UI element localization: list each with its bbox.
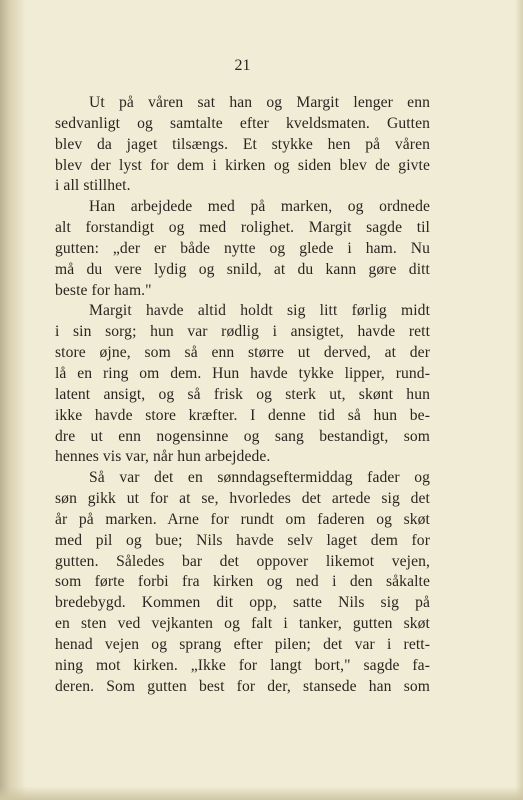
text-line: ikke havde store kræfter. I denne tid så hun be-	[55, 406, 430, 424]
text-line: en sten ved vejkanten og falt i tanker, gutten skøt	[55, 615, 430, 633]
text-line: henad vejen og sprang efter pilen; det var i rett-	[55, 635, 430, 653]
text-line: lå en ring om dem. Hun havde tykke lipper, rund-	[55, 364, 430, 382]
page-number: 21	[234, 57, 251, 74]
text-line: som førte forbi fra kirken og ned i den såkalte	[55, 573, 430, 591]
text-line: blev der lyst for dem i kirken og siden blev de givte	[55, 156, 430, 174]
text-line: Så var det en sønndagseftermiddag fader og	[89, 469, 430, 487]
text-line: deren. Som gutten best for der, stansede han som	[55, 677, 430, 695]
text-line: søn gikk ut for at se, hvorledes det artede sig det	[55, 490, 430, 508]
text-line: bredebygd. Kommen dit opp, satte Nils sig på	[55, 594, 430, 612]
text-line: beste for ham."	[55, 281, 152, 299]
text-line: hennes vis var, når hun arbejdede.	[55, 448, 271, 466]
text-line: latent ansigt, og så frisk og sterk ut, skønt hun	[55, 385, 430, 403]
text-line: i all stillhet.	[55, 177, 131, 195]
text-line: gutten. Således bar det oppover likemot vejen,	[55, 552, 430, 570]
binding-gutter-shadow	[0, 0, 26, 800]
text-line: ning mot kirken. „Ikke for langt bort," sagde fa-	[55, 656, 430, 674]
text-line: må du vere lydig og snild, at du kann gøre ditt	[55, 260, 430, 278]
text-line: Margit havde altid holdt sig litt førlig midt	[89, 302, 430, 320]
page-bottom-edge	[0, 786, 523, 800]
page-right-edge	[515, 0, 523, 800]
text-line: store øjne, som så enn større ut derved, at der	[55, 344, 430, 362]
text-line: sedvanligt og samtalte efter kveldsmaten. Gutten	[55, 114, 430, 132]
text-line: i sin sorg; hun var rødlig i ansigtet, havde rett	[55, 323, 430, 341]
text-line: Ut på våren sat han og Margit lenger enn	[89, 94, 430, 111]
text-line: blev da jaget tilsængs. Et stykke hen på våren	[55, 135, 430, 153]
text-line: gutten: „der er både nytte og glede i ham. Nu	[55, 239, 430, 257]
text-line: dre ut enn nogensinne og sang bestandigt, som	[55, 427, 430, 445]
text-line: med pil og bue; Nils havde selv laget dem for	[55, 531, 430, 549]
text-line: år på marken. Arne for rundt om faderen og skøt	[55, 510, 430, 528]
body-text	[55, 93, 430, 697]
text-line: Han arbejdede med på marken, og ordnede	[89, 198, 430, 216]
text-line: alt forstandigt og med rolighet. Margit sagde til	[55, 219, 430, 237]
